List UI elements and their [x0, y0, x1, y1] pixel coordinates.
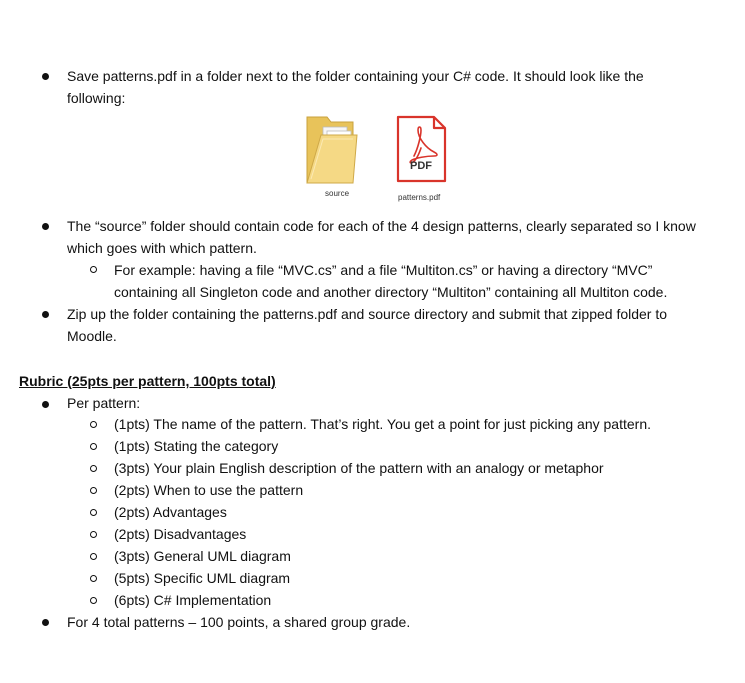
rubric-item: (2pts) When to use the pattern [114, 482, 304, 498]
bullet [42, 619, 49, 626]
rubric-item: (1pts) The name of the pattern. That’s right. You get a point for just picking any pattern. [114, 416, 651, 432]
example-line-2: containing all Singleton code and another directory “Multiton” containing all Multiton code. [114, 284, 668, 300]
bullet [42, 223, 49, 230]
bullet [42, 73, 49, 80]
zip-instruction-line-2: Moodle. [67, 328, 117, 344]
rubric-item: (1pts) Stating the category [114, 438, 279, 454]
total-points-line: For 4 total patterns – 100 points, a shared group grade. [67, 614, 411, 630]
save-instruction-line-1: Save patterns.pdf in a folder next to the folder containing your C# code. It should look like the [67, 68, 644, 84]
rubric-item: (3pts) Your plain English description of the pattern with an analogy or metaphor [114, 460, 604, 476]
bullet [42, 401, 49, 408]
sub-bullet [90, 597, 97, 604]
sub-bullet [90, 266, 97, 273]
sub-bullet [90, 443, 97, 450]
example-line-1: For example: having a file “MVC.cs” and a file “Multiton.cs” or having a directory “MVC” [114, 262, 653, 278]
bullet [42, 311, 49, 318]
pdf-file-icon [392, 114, 448, 184]
pdf-caption: patterns.pdf [398, 193, 441, 202]
sub-bullet [90, 465, 97, 472]
sub-bullet [90, 553, 97, 560]
rubric-item: (5pts) Specific UML diagram [114, 570, 291, 586]
source-instruction-line-1: The “source” folder should contain code for each of the 4 design patterns, clearly separated so I know [67, 218, 696, 234]
rubric-heading: Rubric (25pts per pattern, 100pts total) [19, 373, 276, 389]
rubric-item: (2pts) Advantages [114, 504, 227, 520]
rubric-item: (6pts) C# Implementation [114, 592, 272, 608]
source-instruction-line-2: which goes with which pattern. [67, 240, 257, 256]
per-pattern-label: Per pattern: [67, 395, 141, 411]
sub-bullet [90, 509, 97, 516]
sub-bullet [90, 421, 97, 428]
rubric-item: (2pts) Disadvantages [114, 526, 247, 542]
save-instruction-line-2: following: [67, 90, 126, 106]
sub-bullet [90, 575, 97, 582]
folder-icon [303, 113, 359, 191]
sub-bullet [90, 531, 97, 538]
pdf-label: PDF [410, 160, 432, 172]
rubric-item: (3pts) General UML diagram [114, 548, 291, 564]
zip-instruction-line-1: Zip up the folder containing the patterns.pdf and source directory and submit that zipped folder to [67, 306, 668, 322]
sub-bullet [90, 487, 97, 494]
folder-caption: source [325, 189, 350, 198]
